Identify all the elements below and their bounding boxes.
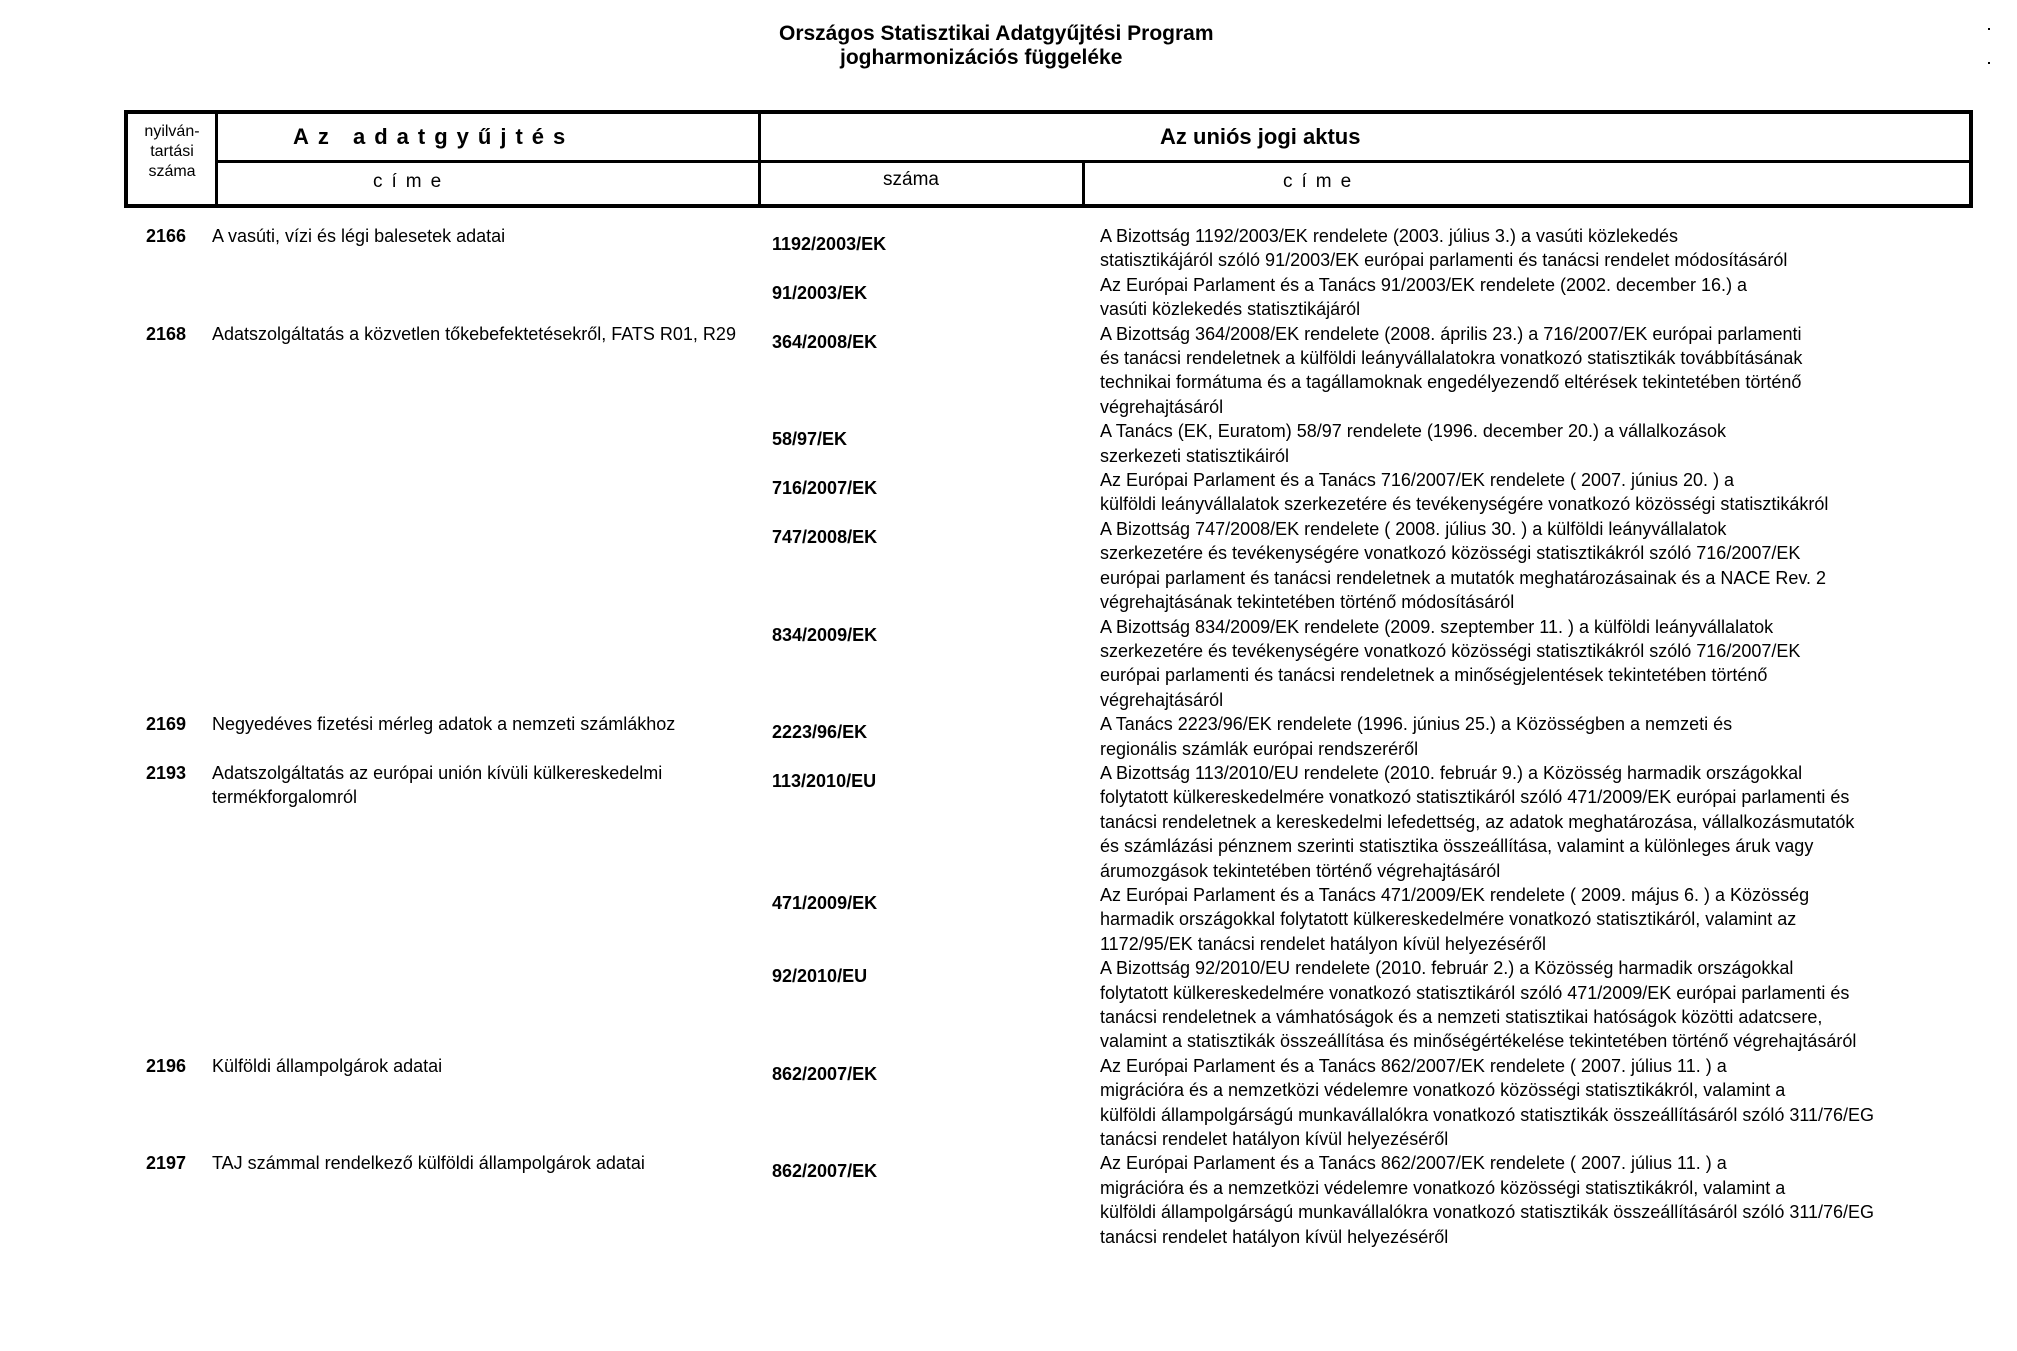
- header-aktus-szama: száma: [883, 169, 939, 190]
- legal-act: [0, 761, 2017, 883]
- act-number: 747/2008/EK: [772, 526, 878, 547]
- act-title: Az Európai Parlament és a Tanács 862/2007/EK rendelete ( 2007. július 11. ) a migrációra és a nemzetközi védelemre vonatkozó közösségi statisztikákról, valamint a külföldi állampolgárságú munkavállalókra vonatkozó statisztikák összeállításáról szóló 311/76/EG tanácsi rendelet hatályon kívül helyezéséről: [1100, 1153, 1875, 1247]
- act-number: 1192/2003/EK: [772, 234, 887, 254]
- title-line-1: Országos Statisztikai Adatgyűjtési Program: [779, 22, 1214, 45]
- row-title: TAJ számmal rendelkező külföldi állampolgárok adatai: [212, 1153, 645, 1174]
- legal-act: [0, 224, 2017, 273]
- header-aktus-cime: címe: [1283, 171, 1361, 192]
- row-number: 2169: [146, 714, 187, 735]
- header-adatgyujtes: Az adatgyűjtés: [293, 124, 575, 149]
- title-line-2: jogharmonizációs függeléke: [840, 46, 1123, 69]
- act-title: A Bizottság 113/2010/EU rendelete (2010. február 9.) a Közösség harmadik országokkal folytatott külkereskedelmére vonatkozó statisztikáról szóló 471/2009/EK európai parlamenti és tanácsi rendeletnek a kereskedelmi lefedettség, az adatok meghatározása, vállalkozásmutatók és számlázási pénznem szerinti statisztika összeállítása, valamint a különleges áruk vagy árumozgások tekintetében történő végrehajtásáról: [1100, 762, 1855, 881]
- legal-act: [0, 615, 2017, 713]
- legal-act: [0, 1054, 2017, 1152]
- row-number: 2196: [146, 1055, 187, 1076]
- act-title: Az Európai Parlament és a Tanács 862/2007/EK rendelete ( 2007. július 11. ) a migrációra és a nemzetközi védelemre vonatkozó közösségi statisztikákról, valamint a külföldi állampolgárságú munkavállalókra vonatkozó statisztikák összeállításáról szóló 311/76/EG tanácsi rendelet hatályon kívül helyezéséről: [1100, 1055, 1875, 1150]
- act-title: A Bizottság 834/2009/EK rendelete (2009. szeptember 11. ) a külföldi leányvállalatok szerkezetére és tevékenységére vonatkozó közösségi statisztikákról szóló 716/2007/EK európai parlamenti és tanácsi rendeletnek a minőségjelentések tekintetében történő végrehajtásáról: [1100, 616, 1801, 710]
- row-title: A vasúti, vízi és légi balesetek adatai: [212, 226, 506, 246]
- row-title: Negyedéves fizetési mérleg adatok a nemzeti számlákhoz: [212, 714, 676, 735]
- header-unios-jogi-aktus: Az uniós jogi aktus: [1160, 124, 1361, 149]
- header-divider: [1082, 162, 1085, 204]
- legal-act: [0, 419, 2017, 468]
- act-number: 91/2003/EK: [772, 282, 868, 303]
- act-title: Az Európai Parlament és a Tanács 716/2007/EK rendelete ( 2007. június 20. ) a külföldi leányvállalatok szerkezetére és tevékenységére vonatkozó közösségi statisztikákról: [1100, 470, 1829, 515]
- act-title: Az Európai Parlament és a Tanács 471/2009/EK rendelete ( 2009. május 6. ) a Közösség harmadik országokkal folytatott külkereskedelmére vonatkozó statisztikáról, valamint az 1172/95/EK tanácsi rendelet hatályon kívül helyezéséről: [1100, 884, 1810, 954]
- act-number: 862/2007/EK: [772, 1063, 878, 1084]
- table-row: [0, 1054, 2017, 1152]
- legal-act: [0, 322, 2017, 420]
- legal-act: [0, 517, 2017, 615]
- decorative-dot: [1988, 28, 1990, 30]
- act-number: 862/2007/EK: [772, 1161, 878, 1182]
- act-title: A Tanács (EK, Euratom) 58/97 rendelete (1996. december 20.) a vállalkozások szerkezeti statisztikáiról: [1100, 421, 1727, 466]
- act-number: 471/2009/EK: [772, 892, 878, 913]
- decorative-dot: [1988, 62, 1990, 64]
- table-row: [0, 761, 2017, 1054]
- legal-act: [0, 712, 2017, 761]
- act-number: 834/2009/EK: [772, 624, 878, 645]
- table-body: [0, 224, 2017, 1249]
- header-nyilvantartasi-szama: nyilván- tartási száma: [144, 123, 200, 180]
- row-number: 2166: [146, 226, 187, 246]
- act-number: 58/97/EK: [772, 429, 848, 450]
- table-row: [0, 322, 2017, 713]
- act-number: 92/2010/EU: [772, 966, 868, 987]
- legal-act: [0, 468, 2017, 517]
- row-title: Adatszolgáltatás az európai unión kívüli külkereskedelmi termékforgalomról: [212, 762, 663, 808]
- act-number: 113/2010/EU: [772, 770, 877, 791]
- row-title: Adatszolgáltatás a közvetlen tőkebefektetésekről, FATS R01, R29: [212, 323, 736, 344]
- row-title: Külföldi állampolgárok adatai: [212, 1055, 443, 1076]
- act-title: A Bizottság 747/2008/EK rendelete ( 2008. július 30. ) a külföldi leányvállalatok szerkezetére és tevékenységére vonatkozó közösségi statisztikákról szóló 716/2007/EK európai parlament és tanácsi rendeletnek a mutatók meghatározásainak és a NACE Rev. 2 végrehajtásának tekintetében történő módosításáról: [1100, 518, 1827, 613]
- act-title: A Bizottság 364/2008/EK rendelete (2008. április 23.) a 716/2007/EK európai parlamenti és tanácsi rendeletnek a külföldi leányvállalatokra vonatkozó statisztikák továbbításának technikai formátuma és a tagállamoknak engedélyezendő eltérések tekintetében történő végrehajtásáról: [1100, 323, 1803, 417]
- table-row: [0, 712, 2017, 761]
- table-row: [0, 224, 2017, 322]
- act-title: A Bizottság 92/2010/EU rendelete (2010. február 2.) a Közösség harmadik országokkal folytatott külkereskedelmére vonatkozó statisztikáról szóló 471/2009/EK európai parlamenti és tanácsi rendeletnek a vámhatóságok és a nemzeti statisztikai hatóságok közötti adatcsere, valamint a statisztikák összeállítása és minőségértékelése tekintetében történő végrehajtásáról: [1100, 958, 1857, 1052]
- table-row: [0, 1151, 2017, 1249]
- row-number: 2168: [146, 323, 187, 344]
- table-header: [124, 110, 1973, 208]
- legal-act: [0, 883, 2017, 956]
- row-number: 2197: [146, 1153, 187, 1174]
- header-divider: [758, 114, 761, 204]
- act-title: A Tanács 2223/96/EK rendelete (1996. június 25.) a Közösségben a nemzeti és regionális számlák európai rendszeréről: [1100, 714, 1733, 759]
- legal-act: [0, 1151, 2017, 1249]
- legal-act: [0, 956, 2017, 1054]
- act-number: 364/2008/EK: [772, 331, 878, 352]
- legal-act: [0, 273, 2017, 322]
- header-divider: [215, 114, 218, 204]
- act-title: A Bizottság 1192/2003/EK rendelete (2003. július 3.) a vasúti közlekedés statisztikájáról szóló 91/2003/EK európai parlamenti és tanácsi rendelet módosításáról: [1100, 226, 1788, 271]
- act-title: Az Európai Parlament és a Tanács 91/2003/EK rendelete (2002. december 16.) a vasúti közlekedés statisztikájáról: [1100, 274, 1748, 320]
- act-number: 2223/96/EK: [772, 722, 868, 743]
- act-number: 716/2007/EK: [772, 478, 878, 499]
- row-number: 2193: [146, 762, 187, 783]
- header-adatgyujtes-cime: címe: [373, 171, 451, 192]
- header-divider: [218, 160, 1969, 163]
